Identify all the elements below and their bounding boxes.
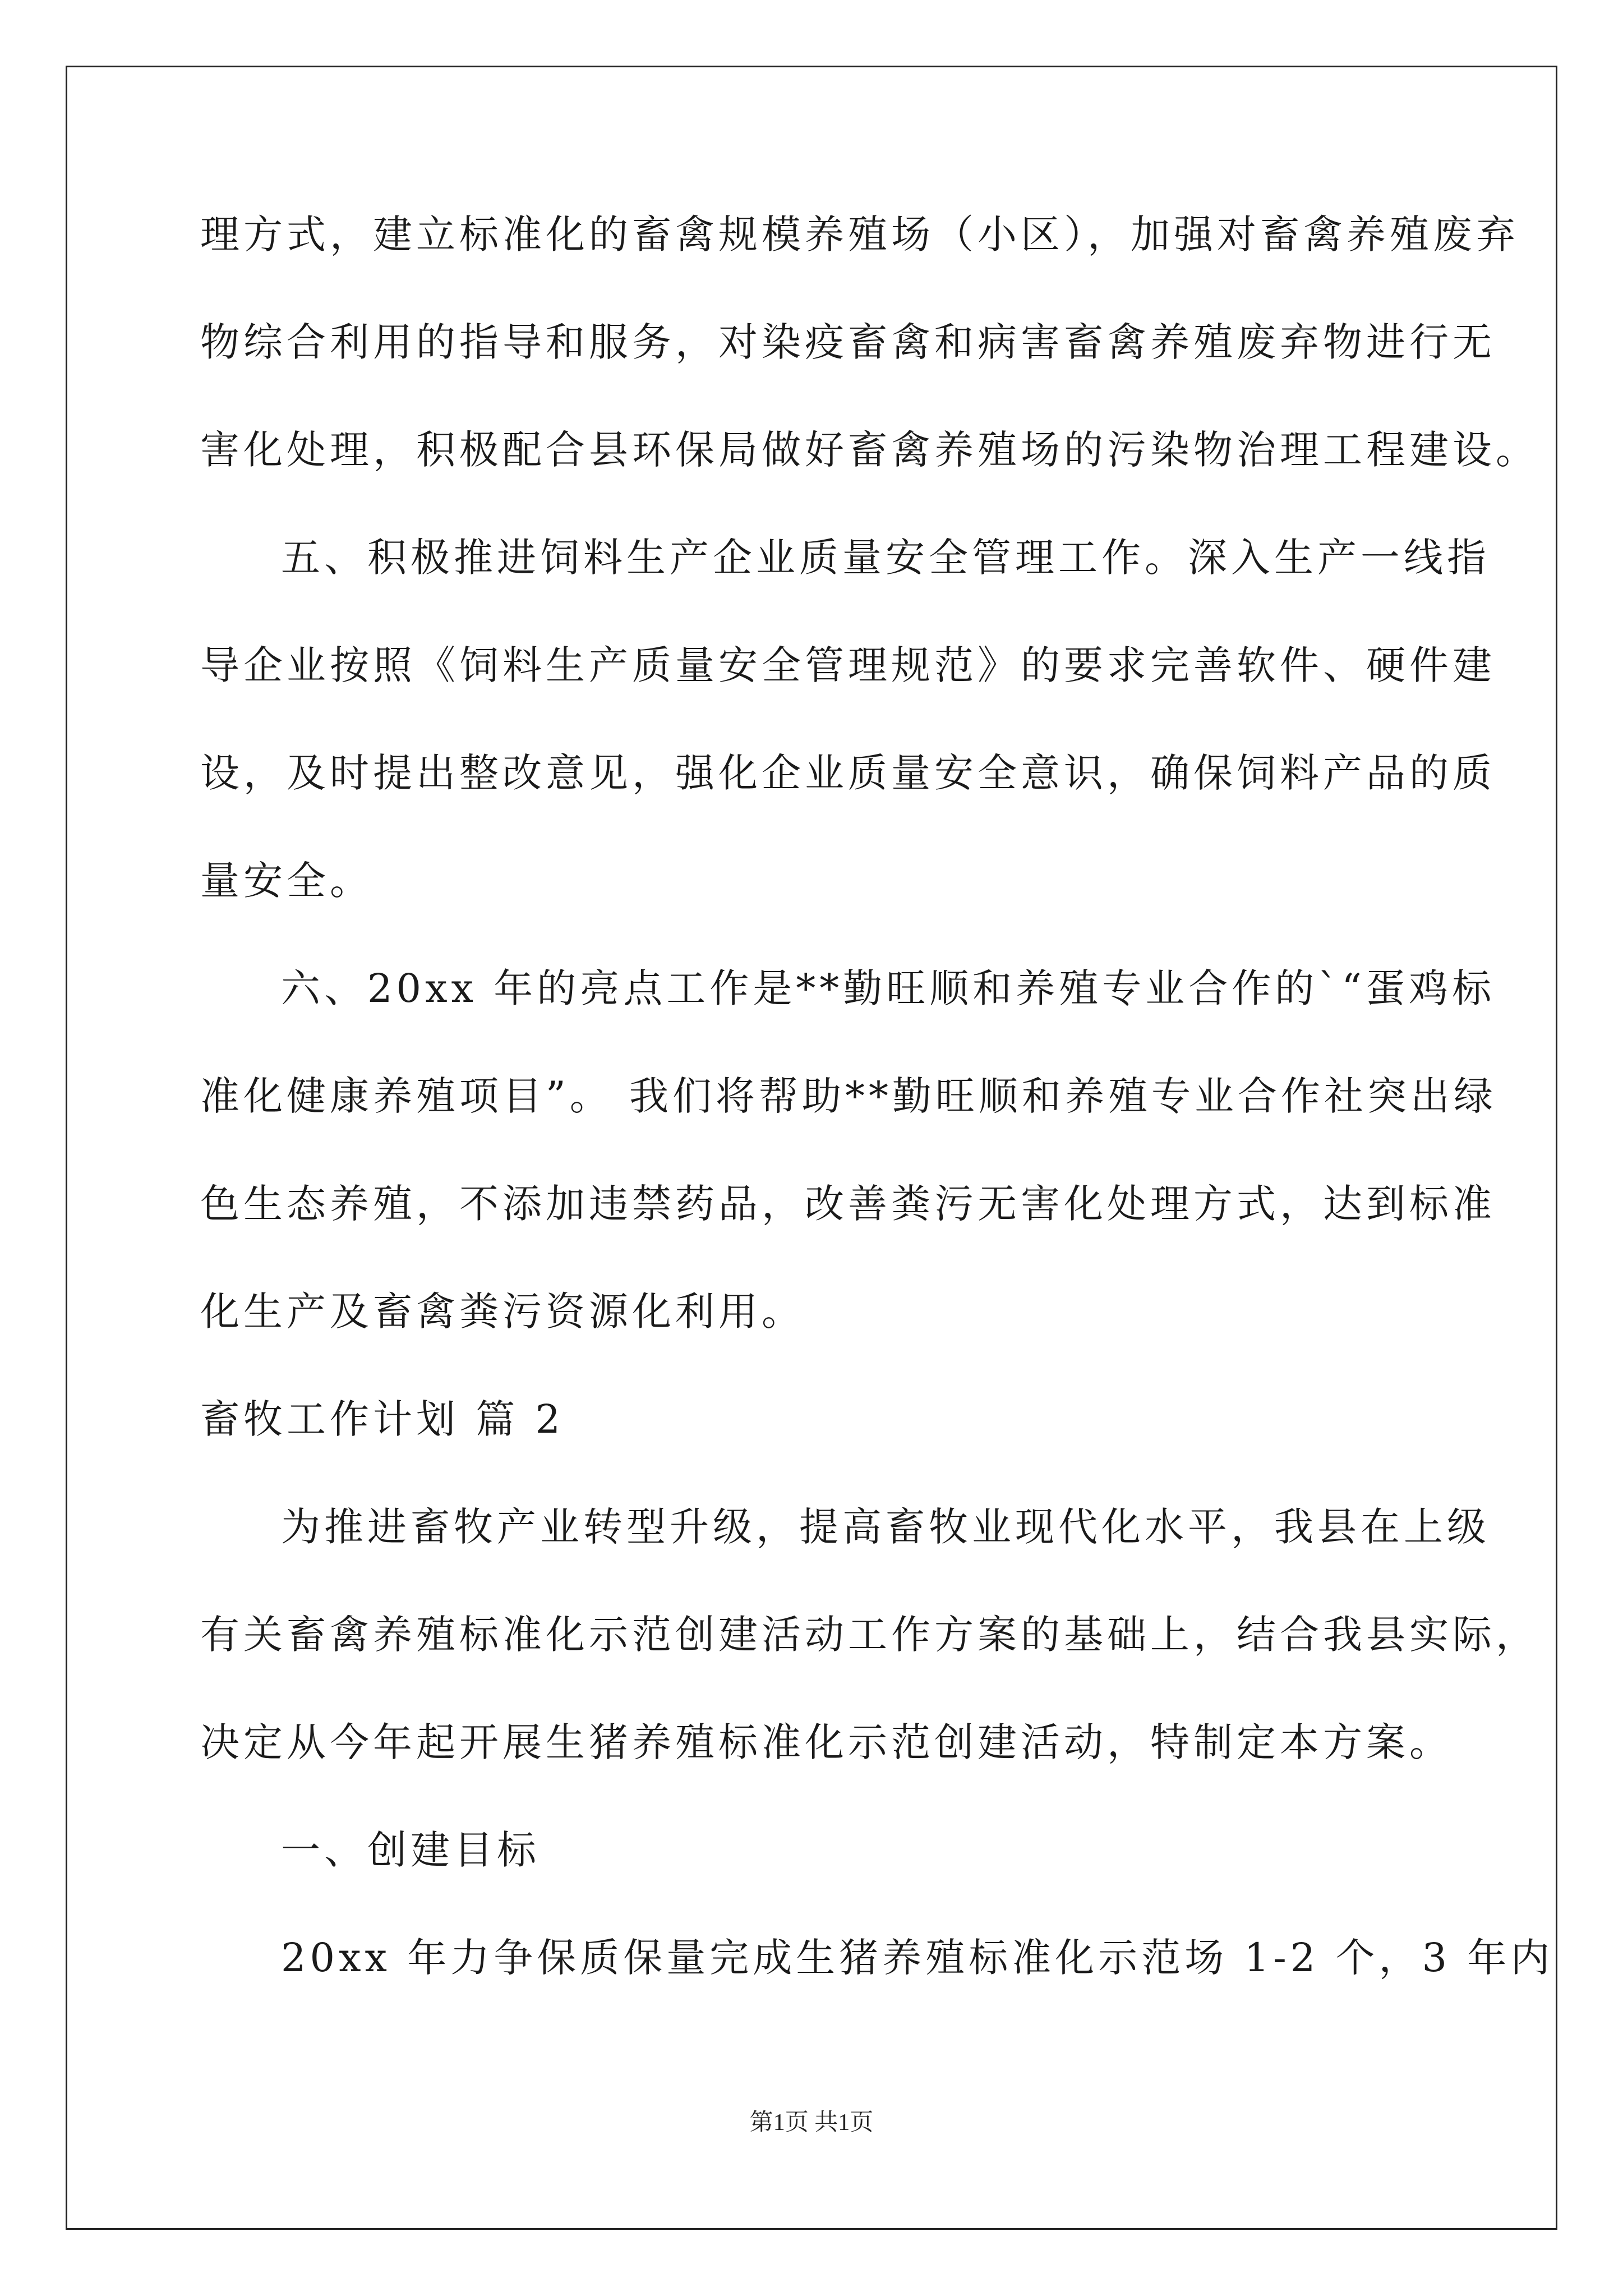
paragraph-line: 害化处理，积极配合县环保局做好畜禽养殖场的污染物治理工程建设。: [200, 427, 1539, 473]
paragraph-line: 设，及时提出整改意见，强化企业质量安全意识，确保饲料产品的质: [200, 750, 1496, 796]
page-footer: 第1页 共1页: [749, 2110, 874, 2136]
paragraph-line: 为推进畜牧产业转型升级，提高畜牧业现代化水平，我县在上级: [281, 1504, 1490, 1550]
paragraph-line: 色生态养殖，不添加违禁药品，改善粪污无害化处理方式，达到标准: [200, 1181, 1496, 1227]
paragraph-line: 20xx 年力争保质保量完成生猪养殖标准化示范场 1-2 个，3 年内: [281, 1935, 1554, 1981]
paragraph-line: 有关畜禽养殖标准化示范创建活动工作方案的基础上，结合我县实际，: [200, 1612, 1539, 1658]
section-heading-line: 五、积极推进饲料生产企业质量安全管理工作。深入生产一线指: [281, 535, 1490, 581]
paragraph-line: 物综合利用的指导和服务，对染疫畜禽和病害畜禽养殖废弃物进行无: [200, 319, 1496, 365]
section-heading-line: 一、创建目标: [281, 1827, 540, 1873]
paragraph-line: 化生产及畜禽粪污资源化利用。: [200, 1289, 805, 1335]
paragraph-line: 量安全。: [200, 858, 373, 904]
paragraph-line: 理方式，建立标准化的畜禽规模养殖场（小区），加强对畜禽养殖废弃: [200, 211, 1519, 257]
paragraph-line: 导企业按照《饲料生产质量安全管理规范》的要求完善软件、硬件建: [200, 642, 1496, 688]
section-heading-line: 六、20xx 年的亮点工作是**勤旺顺和养殖专业合作的`“蛋鸡标: [281, 965, 1496, 1011]
article-title: 畜牧工作计划 篇 2: [200, 1396, 565, 1442]
paragraph-line: 决定从今年起开展生猪养殖标准化示范创建活动，特制定本方案。: [200, 1719, 1453, 1765]
paragraph-line: 准化健康养殖项目”。 我们将帮助**勤旺顺和养殖专业合作社突出绿: [200, 1073, 1497, 1119]
page-frame: [66, 66, 1557, 2230]
